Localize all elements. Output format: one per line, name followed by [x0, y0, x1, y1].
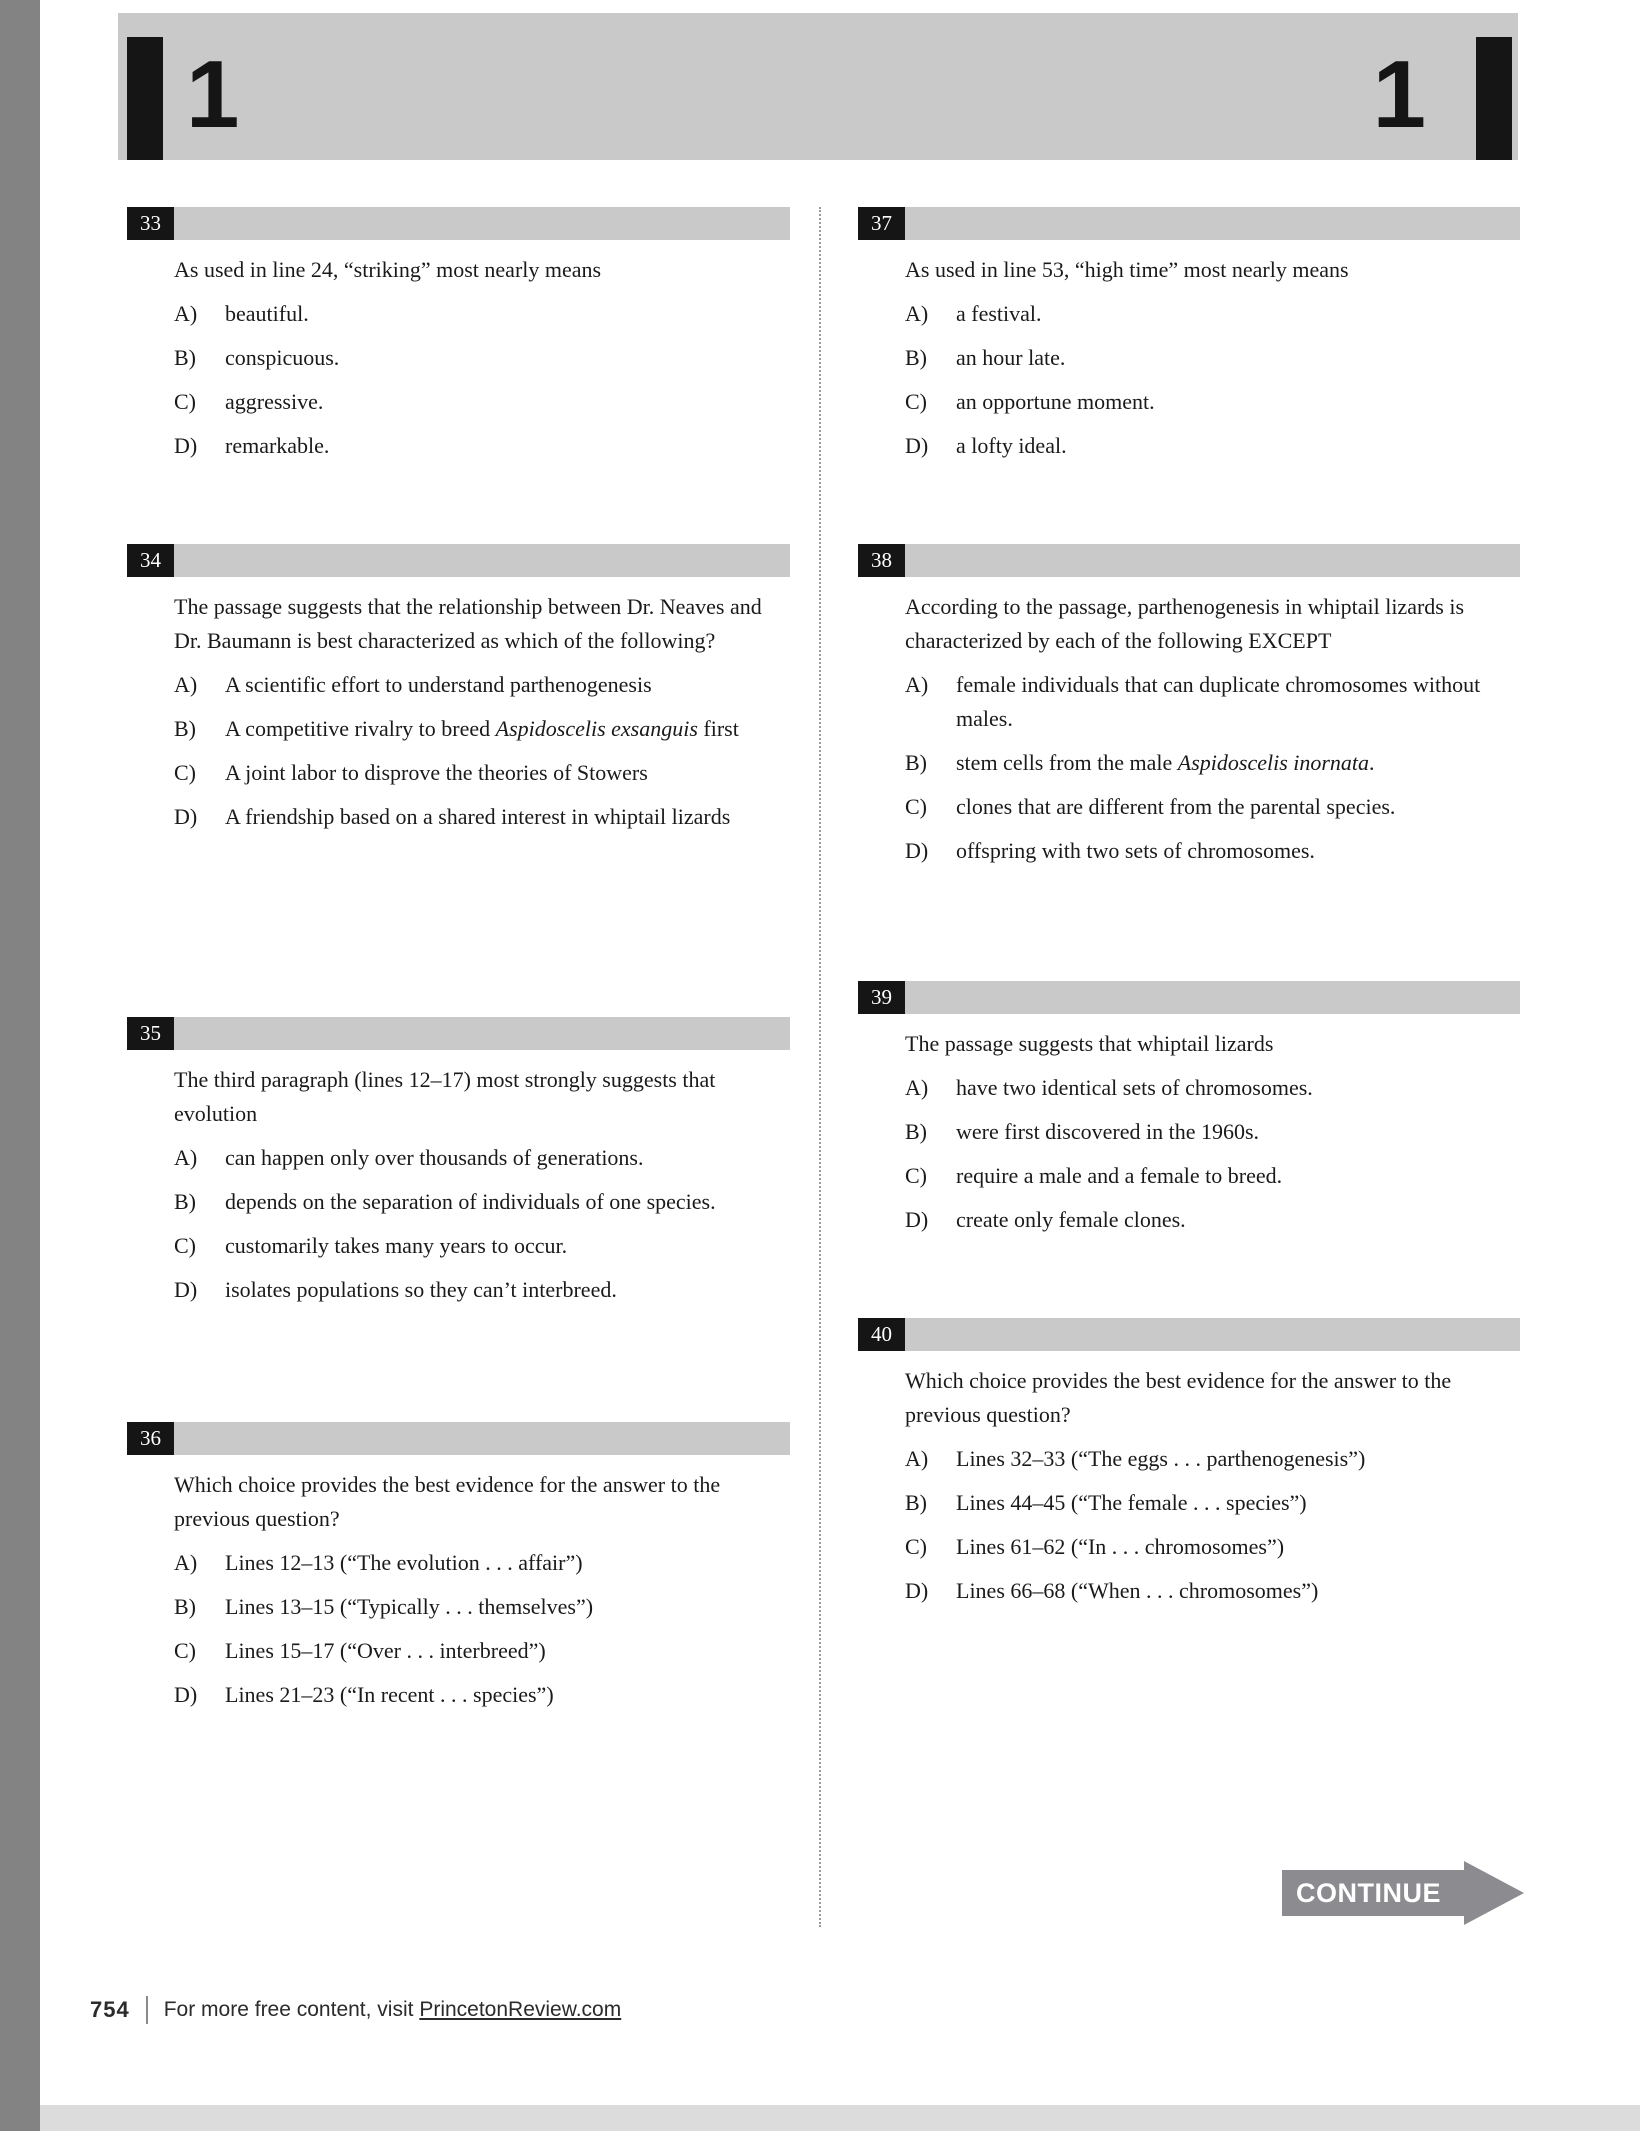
- footer-text-prefix: For more free content, visit: [163, 1998, 420, 2021]
- choice-letter: D): [905, 838, 929, 863]
- choice-C: [174, 1634, 790, 1668]
- question-header-bar: [127, 544, 790, 577]
- choice-letter: C): [174, 1638, 196, 1663]
- continue-label: CONTINUE: [1296, 1877, 1441, 1908]
- question-number: 33: [127, 207, 174, 240]
- page-footer: [90, 1996, 621, 2024]
- choice-B: [174, 341, 790, 375]
- choice-C: [174, 1229, 790, 1263]
- choice-letter: C): [174, 760, 196, 785]
- choice-text: beautiful.: [225, 301, 309, 326]
- choice-text: depends on the separation of individuals of one species.: [225, 1189, 716, 1214]
- choice-letter: C): [905, 389, 927, 414]
- choice-text: Lines 15–17 (“Over . . . interbreed”): [225, 1638, 546, 1663]
- question-header-bar: [127, 1017, 790, 1050]
- question-prompt: Which choice provides the best evidence for the answer to the previous question?: [174, 1472, 721, 1531]
- header-corner-tab-left: [127, 37, 163, 160]
- choice-C: [905, 1530, 1520, 1564]
- choice-text: A joint labor to disprove the theories of Stowers: [225, 760, 648, 785]
- choice-D: [905, 1203, 1520, 1237]
- choice-text: require a male and a female to breed.: [956, 1163, 1283, 1188]
- choice-text: Lines 32–33 (“The eggs . . . parthenogenesis”): [956, 1446, 1366, 1471]
- section-header-bar: [118, 13, 1518, 160]
- choice-B: [174, 712, 790, 746]
- choice-text: create only female clones.: [956, 1207, 1186, 1232]
- choice-B: [174, 1590, 790, 1624]
- question-prompt: Which choice provides the best evidence for the answer to the previous question?: [905, 1368, 1452, 1427]
- question-number: 37: [858, 207, 905, 240]
- choice-text: stem cells from the male Aspidoscelis inornata.: [956, 750, 1375, 775]
- choice-A: [905, 297, 1520, 331]
- question-prompt: As used in line 53, “high time” most nearly means: [905, 257, 1349, 282]
- choice-letter: B): [174, 1594, 196, 1619]
- choice-text: A scientific effort to understand parthenogenesis: [225, 672, 652, 697]
- choice-B: [905, 1486, 1520, 1520]
- choice-text: aggressive.: [225, 389, 324, 414]
- choice-D: [174, 429, 790, 463]
- choice-letter: B): [905, 1490, 927, 1515]
- choice-letter: C): [905, 794, 927, 819]
- choice-letter: D): [905, 1207, 929, 1232]
- column-divider: [819, 207, 821, 1927]
- question-number: 36: [127, 1422, 174, 1455]
- choice-A: [905, 1071, 1520, 1105]
- choice-letter: C): [174, 389, 196, 414]
- choice-text: A friendship based on a shared interest in whiptail lizards: [225, 804, 731, 829]
- choice-letter: A): [905, 301, 929, 326]
- choice-C: [174, 756, 790, 790]
- question-column-right: [858, 207, 1520, 1937]
- footer-text: [164, 1998, 622, 2022]
- question-body: [858, 1364, 1520, 1608]
- page-number: 754: [90, 1997, 130, 2022]
- choice-C: [174, 385, 790, 419]
- question-40: [858, 1318, 1520, 1608]
- choice-letter: B): [174, 345, 196, 370]
- choice-letter: A): [174, 301, 198, 326]
- choice-D: [905, 1574, 1520, 1608]
- choice-letter: C): [174, 1233, 196, 1258]
- question-body: [858, 1027, 1520, 1237]
- question-38: [858, 544, 1520, 868]
- choice-text: A competitive rivalry to breed Aspidoscelis exsanguis first: [225, 716, 739, 741]
- choice-text: isolates populations so they can’t interbreed.: [225, 1277, 617, 1302]
- choice-letter: A): [905, 1075, 929, 1100]
- choice-letter: D): [905, 1578, 929, 1603]
- choice-D: [174, 800, 790, 834]
- page-bottom-edge: [40, 2105, 1640, 2131]
- question-prompt: The passage suggests that the relationship between Dr. Neaves and Dr. Baumann is best characterized as which of the following?: [174, 594, 762, 653]
- question-header-bar: [858, 981, 1520, 1014]
- question-header-bar: [127, 1422, 790, 1455]
- question-header-bar: [858, 1318, 1520, 1351]
- question-column-left: [127, 207, 790, 1937]
- choice-C: [905, 385, 1520, 419]
- question-prompt: The third paragraph (lines 12–17) most strongly suggests that evolution: [174, 1067, 716, 1126]
- question-39: [858, 981, 1520, 1237]
- question-number: 39: [858, 981, 905, 1014]
- choice-letter: A): [174, 672, 198, 697]
- question-body: [858, 590, 1520, 868]
- choice-text: remarkable.: [225, 433, 330, 458]
- choice-text: a festival.: [956, 301, 1042, 326]
- question-body: [127, 253, 790, 463]
- choice-letter: B): [905, 750, 927, 775]
- question-number: 34: [127, 544, 174, 577]
- choice-letter: D): [174, 1277, 198, 1302]
- choice-letter: C): [905, 1534, 927, 1559]
- choice-D: [174, 1273, 790, 1307]
- footer-divider: [146, 1996, 148, 2024]
- question-35: [127, 1017, 790, 1307]
- continue-button: [1282, 1870, 1464, 1916]
- question-body: [127, 1063, 790, 1307]
- choice-text: clones that are different from the parental species.: [956, 794, 1396, 819]
- question-number: 38: [858, 544, 905, 577]
- question-body: [127, 590, 790, 834]
- choice-letter: D): [174, 804, 198, 829]
- choice-B: [905, 341, 1520, 375]
- choice-text: Lines 13–15 (“Typically . . . themselves”): [225, 1594, 594, 1619]
- header-corner-tab-right: [1476, 37, 1512, 160]
- choice-text: have two identical sets of chromosomes.: [956, 1075, 1313, 1100]
- choice-letter: B): [174, 1189, 196, 1214]
- choice-B: [905, 1115, 1520, 1149]
- question-number: 40: [858, 1318, 905, 1351]
- question-prompt: As used in line 24, “striking” most nearly means: [174, 257, 602, 282]
- page-spine: [0, 0, 40, 2131]
- choice-B: [905, 746, 1520, 780]
- choice-text: offspring with two sets of chromosomes.: [956, 838, 1315, 863]
- choice-text: a lofty ideal.: [956, 433, 1067, 458]
- choice-text: an hour late.: [956, 345, 1066, 370]
- choice-letter: B): [905, 1119, 927, 1144]
- question-body: [127, 1468, 790, 1712]
- choice-text: an opportune moment.: [956, 389, 1155, 414]
- choice-text: Lines 44–45 (“The female . . . species”): [956, 1490, 1307, 1515]
- question-number: 35: [127, 1017, 174, 1050]
- question-37: [858, 207, 1520, 463]
- question-34: [127, 544, 790, 834]
- question-prompt: The passage suggests that whiptail lizards: [905, 1031, 1274, 1056]
- question-prompt: According to the passage, parthenogenesis in whiptail lizards is characterized by each of the following EXCEPT: [905, 594, 1465, 653]
- choice-A: [174, 668, 790, 702]
- question-header-bar: [858, 207, 1520, 240]
- choice-B: [174, 1185, 790, 1219]
- choice-letter: D): [905, 433, 929, 458]
- choice-letter: C): [905, 1163, 927, 1188]
- choice-text: conspicuous.: [225, 345, 340, 370]
- question-33: [127, 207, 790, 463]
- choice-text: can happen only over thousands of generations.: [225, 1145, 644, 1170]
- choice-letter: A): [174, 1550, 198, 1575]
- section-number-left: 1: [186, 40, 240, 148]
- question-body: [858, 253, 1520, 463]
- choice-letter: B): [174, 716, 196, 741]
- choice-D: [905, 834, 1520, 868]
- choice-text: were first discovered in the 1960s.: [956, 1119, 1260, 1144]
- choice-A: [174, 1546, 790, 1580]
- choice-A: [174, 297, 790, 331]
- choice-text: Lines 12–13 (“The evolution . . . affair”): [225, 1550, 583, 1575]
- princeton-review-link[interactable]: PrincetonReview.com: [419, 1998, 622, 2021]
- question-header-bar: [858, 544, 1520, 577]
- question-36: [127, 1422, 790, 1712]
- choice-letter: A): [905, 672, 929, 697]
- choice-text: female individuals that can duplicate chromosomes without males.: [956, 672, 1481, 731]
- choice-letter: B): [905, 345, 927, 370]
- choice-C: [905, 790, 1520, 824]
- choice-text: Lines 61–62 (“In . . . chromosomes”): [956, 1534, 1285, 1559]
- choice-C: [905, 1159, 1520, 1193]
- choice-D: [905, 429, 1520, 463]
- choice-A: [905, 668, 1520, 736]
- choice-D: [174, 1678, 790, 1712]
- section-number-right: 1: [1372, 40, 1426, 148]
- choice-A: [174, 1141, 790, 1175]
- choice-letter: A): [905, 1446, 929, 1471]
- choice-A: [905, 1442, 1520, 1476]
- question-header-bar: [127, 207, 790, 240]
- choice-text: customarily takes many years to occur.: [225, 1233, 568, 1258]
- choice-letter: A): [174, 1145, 198, 1170]
- continue-arrow-icon: [1464, 1861, 1524, 1925]
- choice-text: Lines 21–23 (“In recent . . . species”): [225, 1682, 554, 1707]
- choice-text: Lines 66–68 (“When . . . chromosomes”): [956, 1578, 1319, 1603]
- choice-letter: D): [174, 1682, 198, 1707]
- choice-letter: D): [174, 433, 198, 458]
